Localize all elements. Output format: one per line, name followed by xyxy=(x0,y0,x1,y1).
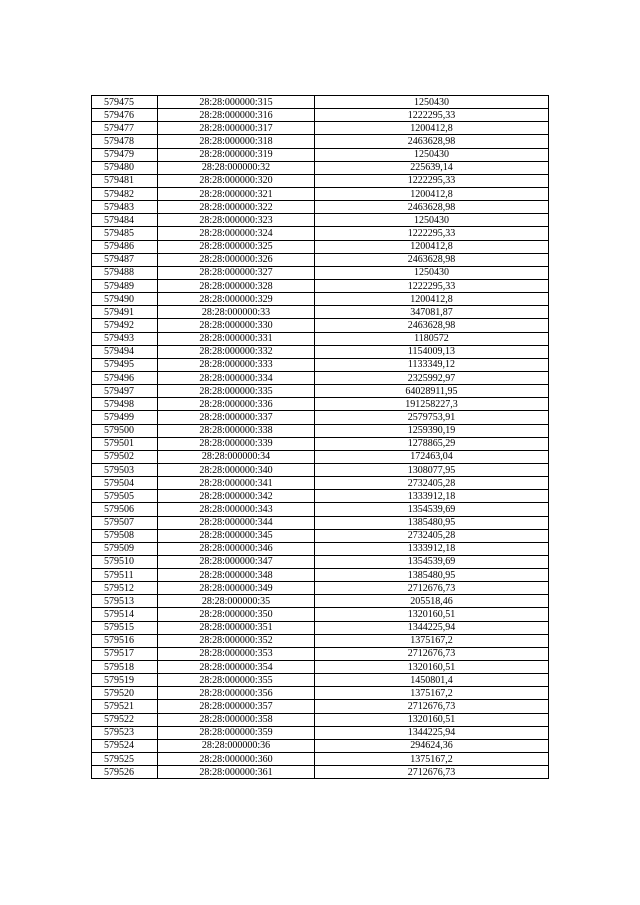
row-id-cell: 579512 xyxy=(92,582,158,595)
value-cell: 2732405,28 xyxy=(315,477,549,490)
value-cell: 2712676,73 xyxy=(315,766,549,779)
cadastral-number-cell: 28:28:000000:344 xyxy=(158,516,315,529)
cadastral-number-cell: 28:28:000000:351 xyxy=(158,621,315,634)
value-cell: 1250430 xyxy=(315,266,549,279)
cadastral-number-cell: 28:28:000000:323 xyxy=(158,214,315,227)
cadastral-number-cell: 28:28:000000:353 xyxy=(158,647,315,660)
table-row xyxy=(92,490,549,503)
row-id-cell: 579497 xyxy=(92,385,158,398)
table-row xyxy=(92,463,549,476)
table-row xyxy=(92,253,549,266)
value-cell: 2712676,73 xyxy=(315,647,549,660)
row-id-cell: 579502 xyxy=(92,450,158,463)
table-row xyxy=(92,411,549,424)
row-id-cell: 579519 xyxy=(92,674,158,687)
table-row xyxy=(92,214,549,227)
table-row xyxy=(92,477,549,490)
cadastral-number-cell: 28:28:000000:347 xyxy=(158,555,315,568)
value-cell: 1200412,8 xyxy=(315,122,549,135)
row-id-cell: 579499 xyxy=(92,411,158,424)
table-row xyxy=(92,674,549,687)
value-cell: 2579753,91 xyxy=(315,411,549,424)
row-id-cell: 579504 xyxy=(92,477,158,490)
row-id-cell: 579487 xyxy=(92,253,158,266)
row-id-cell: 579515 xyxy=(92,621,158,634)
cadastral-number-cell: 28:28:000000:318 xyxy=(158,135,315,148)
row-id-cell: 579483 xyxy=(92,201,158,214)
row-id-cell: 579518 xyxy=(92,661,158,674)
value-cell: 1450801,4 xyxy=(315,674,549,687)
row-id-cell: 579513 xyxy=(92,595,158,608)
cadastral-number-cell: 28:28:000000:352 xyxy=(158,634,315,647)
value-cell: 1250430 xyxy=(315,214,549,227)
row-id-cell: 579526 xyxy=(92,766,158,779)
value-cell: 1333912,18 xyxy=(315,490,549,503)
value-cell: 191258227,3 xyxy=(315,398,549,411)
value-cell: 2712676,73 xyxy=(315,700,549,713)
table-row xyxy=(92,608,549,621)
cadastral-number-cell: 28:28:000000:334 xyxy=(158,371,315,384)
table-row xyxy=(92,595,549,608)
row-id-cell: 579516 xyxy=(92,634,158,647)
cadastral-number-cell: 28:28:000000:338 xyxy=(158,424,315,437)
row-id-cell: 579477 xyxy=(92,122,158,135)
table-row xyxy=(92,766,549,779)
cadastral-number-cell: 28:28:000000:342 xyxy=(158,490,315,503)
value-cell: 1200412,8 xyxy=(315,240,549,253)
table-row xyxy=(92,279,549,292)
table-row xyxy=(92,306,549,319)
cadastral-number-cell: 28:28:000000:34 xyxy=(158,450,315,463)
cadastral-number-cell: 28:28:000000:324 xyxy=(158,227,315,240)
value-cell: 64028911,95 xyxy=(315,385,549,398)
row-id-cell: 579507 xyxy=(92,516,158,529)
value-cell: 2463628,98 xyxy=(315,201,549,214)
cadastral-number-cell: 28:28:000000:341 xyxy=(158,477,315,490)
value-cell: 1320160,51 xyxy=(315,713,549,726)
cadastral-number-cell: 28:28:000000:355 xyxy=(158,674,315,687)
value-cell: 2463628,98 xyxy=(315,319,549,332)
table-row xyxy=(92,227,549,240)
value-cell: 1354539,69 xyxy=(315,503,549,516)
row-id-cell: 579506 xyxy=(92,503,158,516)
value-cell: 1333912,18 xyxy=(315,542,549,555)
value-cell: 2325992,97 xyxy=(315,371,549,384)
table-row xyxy=(92,358,549,371)
table-row xyxy=(92,700,549,713)
row-id-cell: 579479 xyxy=(92,148,158,161)
table-row xyxy=(92,345,549,358)
row-id-cell: 579492 xyxy=(92,319,158,332)
cadastral-number-cell: 28:28:000000:361 xyxy=(158,766,315,779)
cadastral-number-cell: 28:28:000000:322 xyxy=(158,201,315,214)
table-row xyxy=(92,174,549,187)
row-id-cell: 579503 xyxy=(92,463,158,476)
table-row xyxy=(92,569,549,582)
table-row xyxy=(92,687,549,700)
cadastral-number-cell: 28:28:000000:327 xyxy=(158,266,315,279)
cadastral-number-cell: 28:28:000000:35 xyxy=(158,595,315,608)
table-row xyxy=(92,96,549,109)
value-cell: 1222295,33 xyxy=(315,227,549,240)
value-cell: 1200412,8 xyxy=(315,187,549,200)
value-cell: 1308077,95 xyxy=(315,463,549,476)
cadastral-number-cell: 28:28:000000:336 xyxy=(158,398,315,411)
row-id-cell: 579520 xyxy=(92,687,158,700)
cadastral-number-cell: 28:28:000000:333 xyxy=(158,358,315,371)
cadastral-number-cell: 28:28:000000:317 xyxy=(158,122,315,135)
value-cell: 1250430 xyxy=(315,148,549,161)
row-id-cell: 579514 xyxy=(92,608,158,621)
row-id-cell: 579482 xyxy=(92,187,158,200)
value-cell: 1375167,2 xyxy=(315,687,549,700)
value-cell: 1133349,12 xyxy=(315,358,549,371)
table-row xyxy=(92,542,549,555)
row-id-cell: 579484 xyxy=(92,214,158,227)
value-cell: 1180572 xyxy=(315,332,549,345)
table-row xyxy=(92,661,549,674)
value-cell: 225639,14 xyxy=(315,161,549,174)
row-id-cell: 579481 xyxy=(92,174,158,187)
row-id-cell: 579476 xyxy=(92,109,158,122)
table-body xyxy=(92,96,549,779)
value-cell: 294624,36 xyxy=(315,739,549,752)
table-row xyxy=(92,713,549,726)
cadastral-number-cell: 28:28:000000:33 xyxy=(158,306,315,319)
value-cell: 1320160,51 xyxy=(315,661,549,674)
cadastral-number-cell: 28:28:000000:36 xyxy=(158,739,315,752)
table-row xyxy=(92,187,549,200)
cadastral-number-cell: 28:28:000000:360 xyxy=(158,753,315,766)
cadastral-number-cell: 28:28:000000:354 xyxy=(158,661,315,674)
cadastral-number-cell: 28:28:000000:359 xyxy=(158,726,315,739)
table-row xyxy=(92,385,549,398)
cadastral-number-cell: 28:28:000000:349 xyxy=(158,582,315,595)
cadastral-number-cell: 28:28:000000:331 xyxy=(158,332,315,345)
table-row xyxy=(92,555,549,568)
value-cell: 347081,87 xyxy=(315,306,549,319)
row-id-cell: 579485 xyxy=(92,227,158,240)
table-row xyxy=(92,201,549,214)
value-cell: 1200412,8 xyxy=(315,293,549,306)
table-row xyxy=(92,621,549,634)
row-id-cell: 579475 xyxy=(92,96,158,109)
cadastral-number-cell: 28:28:000000:321 xyxy=(158,187,315,200)
row-id-cell: 579524 xyxy=(92,739,158,752)
table-row xyxy=(92,739,549,752)
row-id-cell: 579517 xyxy=(92,647,158,660)
table-row xyxy=(92,135,549,148)
cadastral-number-cell: 28:28:000000:316 xyxy=(158,109,315,122)
cadastral-number-cell: 28:28:000000:350 xyxy=(158,608,315,621)
value-cell: 1385480,95 xyxy=(315,569,549,582)
table-row xyxy=(92,332,549,345)
table-row xyxy=(92,109,549,122)
table-row xyxy=(92,371,549,384)
row-id-cell: 579496 xyxy=(92,371,158,384)
table-row xyxy=(92,148,549,161)
table-row xyxy=(92,516,549,529)
row-id-cell: 579491 xyxy=(92,306,158,319)
table-row xyxy=(92,266,549,279)
table-row xyxy=(92,726,549,739)
value-cell: 2712676,73 xyxy=(315,582,549,595)
table-row xyxy=(92,647,549,660)
value-cell: 205518,46 xyxy=(315,595,549,608)
cadastral-value-table xyxy=(91,95,549,779)
row-id-cell: 579511 xyxy=(92,569,158,582)
row-id-cell: 579525 xyxy=(92,753,158,766)
table-row xyxy=(92,398,549,411)
row-id-cell: 579490 xyxy=(92,293,158,306)
row-id-cell: 579521 xyxy=(92,700,158,713)
table-row xyxy=(92,424,549,437)
cadastral-number-cell: 28:28:000000:346 xyxy=(158,542,315,555)
value-cell: 1154009,13 xyxy=(315,345,549,358)
table-row xyxy=(92,753,549,766)
table-row xyxy=(92,293,549,306)
cadastral-number-cell: 28:28:000000:315 xyxy=(158,96,315,109)
row-id-cell: 579488 xyxy=(92,266,158,279)
table-row xyxy=(92,450,549,463)
row-id-cell: 579500 xyxy=(92,424,158,437)
value-cell: 1375167,2 xyxy=(315,753,549,766)
cadastral-number-cell: 28:28:000000:330 xyxy=(158,319,315,332)
row-id-cell: 579489 xyxy=(92,279,158,292)
value-cell: 2463628,98 xyxy=(315,253,549,266)
value-cell: 172463,04 xyxy=(315,450,549,463)
table-row xyxy=(92,122,549,135)
row-id-cell: 579486 xyxy=(92,240,158,253)
table-row xyxy=(92,161,549,174)
row-id-cell: 579493 xyxy=(92,332,158,345)
value-cell: 1344225,94 xyxy=(315,621,549,634)
cadastral-number-cell: 28:28:000000:345 xyxy=(158,529,315,542)
table-row xyxy=(92,437,549,450)
row-id-cell: 579494 xyxy=(92,345,158,358)
value-cell: 1344225,94 xyxy=(315,726,549,739)
cadastral-number-cell: 28:28:000000:335 xyxy=(158,385,315,398)
cadastral-number-cell: 28:28:000000:328 xyxy=(158,279,315,292)
cadastral-number-cell: 28:28:000000:32 xyxy=(158,161,315,174)
cadastral-number-cell: 28:28:000000:340 xyxy=(158,463,315,476)
cadastral-number-cell: 28:28:000000:343 xyxy=(158,503,315,516)
table-row xyxy=(92,582,549,595)
value-cell: 1278865,29 xyxy=(315,437,549,450)
value-cell: 1375167,2 xyxy=(315,634,549,647)
value-cell: 1354539,69 xyxy=(315,555,549,568)
row-id-cell: 579495 xyxy=(92,358,158,371)
cadastral-number-cell: 28:28:000000:332 xyxy=(158,345,315,358)
row-id-cell: 579523 xyxy=(92,726,158,739)
value-cell: 1222295,33 xyxy=(315,279,549,292)
table-row xyxy=(92,634,549,647)
row-id-cell: 579510 xyxy=(92,555,158,568)
cadastral-number-cell: 28:28:000000:356 xyxy=(158,687,315,700)
value-cell: 1250430 xyxy=(315,96,549,109)
row-id-cell: 579498 xyxy=(92,398,158,411)
row-id-cell: 579501 xyxy=(92,437,158,450)
value-cell: 1385480,95 xyxy=(315,516,549,529)
cadastral-number-cell: 28:28:000000:326 xyxy=(158,253,315,266)
table-row xyxy=(92,529,549,542)
cadastral-number-cell: 28:28:000000:358 xyxy=(158,713,315,726)
row-id-cell: 579522 xyxy=(92,713,158,726)
table-row xyxy=(92,319,549,332)
table-row xyxy=(92,503,549,516)
cadastral-number-cell: 28:28:000000:348 xyxy=(158,569,315,582)
value-cell: 1320160,51 xyxy=(315,608,549,621)
value-cell: 2732405,28 xyxy=(315,529,549,542)
value-cell: 1222295,33 xyxy=(315,174,549,187)
cadastral-number-cell: 28:28:000000:325 xyxy=(158,240,315,253)
cadastral-number-cell: 28:28:000000:329 xyxy=(158,293,315,306)
cadastral-number-cell: 28:28:000000:320 xyxy=(158,174,315,187)
cadastral-number-cell: 28:28:000000:319 xyxy=(158,148,315,161)
cadastral-number-cell: 28:28:000000:339 xyxy=(158,437,315,450)
value-cell: 1259390,19 xyxy=(315,424,549,437)
value-cell: 2463628,98 xyxy=(315,135,549,148)
row-id-cell: 579478 xyxy=(92,135,158,148)
cadastral-number-cell: 28:28:000000:357 xyxy=(158,700,315,713)
cadastral-number-cell: 28:28:000000:337 xyxy=(158,411,315,424)
row-id-cell: 579480 xyxy=(92,161,158,174)
table-row xyxy=(92,240,549,253)
row-id-cell: 579505 xyxy=(92,490,158,503)
value-cell: 1222295,33 xyxy=(315,109,549,122)
row-id-cell: 579509 xyxy=(92,542,158,555)
row-id-cell: 579508 xyxy=(92,529,158,542)
